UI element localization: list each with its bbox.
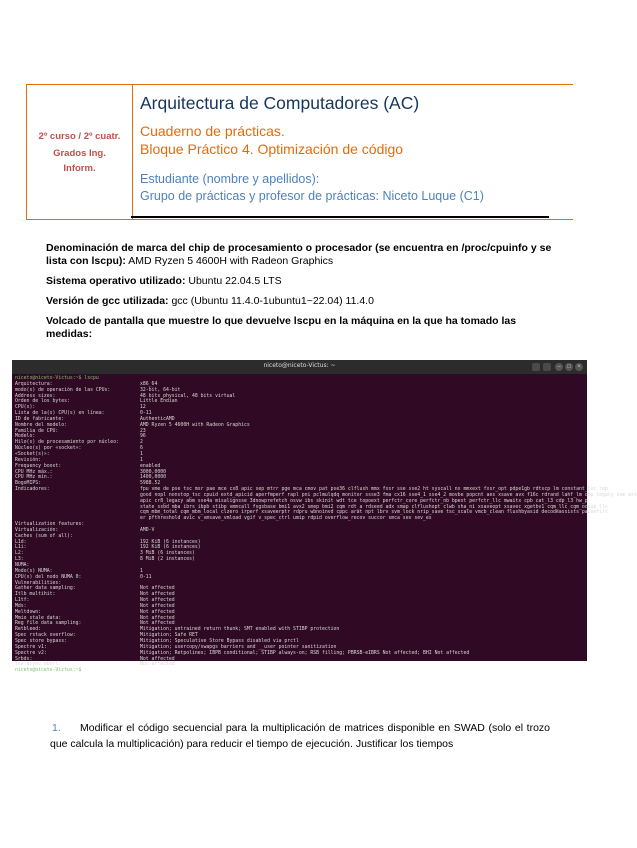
terminal-line-key: Tsx async abort: (15, 662, 62, 668)
terminal-line-key: niceto@niceto-Victus:~$ lscpu (15, 376, 99, 381)
terminal-line-key: Spec store bypass: (15, 638, 67, 644)
terminal-line-value: Not affected (140, 615, 175, 621)
header-table (26, 84, 573, 220)
chip-info (46, 242, 552, 268)
terminal-line-key: L1i: (15, 545, 27, 551)
terminal-line-value: x86_64 (140, 381, 158, 387)
terminal-line-value: 23 (140, 428, 146, 434)
terminal-line-key: Revisión: (15, 457, 41, 463)
terminal-line-key: CPU(s) del nodo NUMA 0: (15, 574, 82, 580)
terminal-line-key: Nombre del modelo: (15, 422, 67, 428)
chip-label: Denominación de marca del chip de procesamiento o procesador (se encuentra en /proc/cpuinfo y se lista con lscpu): (46, 242, 552, 267)
terminal-line-key: Srbds: (15, 656, 33, 662)
terminal-line-value: Mitigation; Safe RET (140, 633, 198, 639)
terminal-line-key: modo(s) de operación de las CPUs: (15, 387, 111, 393)
dump-label: Volcado de pantalla que muestre lo que devuelve lscpu en la máquina en la que ha tomado las medidas: (46, 315, 517, 340)
terminal-line-value: Mitigation; usercopy/swapgs barriers and __user pointer sanitization (140, 644, 337, 650)
terminal-line-value: 48 bits physical, 48 bits virtual (140, 393, 236, 399)
terminal-line-key: Modelo: (15, 434, 36, 440)
terminal-line-key: CPU MHz mín.: (15, 475, 53, 481)
course-cell (27, 85, 133, 219)
terminal-line-value: 0-11 (140, 411, 152, 417)
terminal-line-value: Little Endian (140, 399, 178, 405)
terminal-line-value: AMD Ryzen 5 4600H with Radeon Graphics (140, 422, 250, 428)
header-divider (131, 216, 549, 218)
terminal-line-key: Vulnerabilities: (15, 580, 62, 586)
terminal-line-key: Hilo(s) de procesamiento por núcleo: (15, 440, 119, 446)
terminal-line-key: Lista de la(s) CPU(s) en línea: (15, 411, 105, 417)
terminal-line-key: NUMA: (15, 563, 30, 568)
terminal-line-key: Spectre v2: (15, 650, 47, 656)
terminal-line-value: 1 (140, 457, 143, 463)
terminal-line-value: AuthenticAMD (140, 416, 175, 422)
terminal-line-value: state ssbd mba ibrs ibpb stibp vmmcall fsgsbase bmi1 avx2 smep bmi2 cqm rdt_a rdseed adx smap clflushopt clwb sha_ni xsaveopt xsavec xgetbv1 cqm_llc cqm_occup_llc (140, 504, 608, 510)
terminal-line-key: L2: (15, 551, 24, 557)
terminal-line-key: L1tf: (15, 598, 30, 604)
chip-value: AMD Ryzen 5 4600H with Radeon Graphics (128, 255, 334, 267)
terminal-line-value: Not affected (140, 609, 175, 615)
os-value: Ubuntu 22.04.5 LTS (188, 275, 282, 287)
terminal-line-value: 12 (140, 405, 146, 411)
group-label: Grupo de prácticas y profesor de prácticas: Niceto Luque (C1) (140, 189, 484, 203)
terminal-line-key: Gather data sampling: (15, 586, 76, 592)
minimize-icon[interactable]: – (555, 363, 563, 371)
terminal-line-value: Not affected (140, 598, 175, 604)
terminal-line-value: Mitigation; untrained return thunk; SMT enabled with STIBP protection (140, 627, 340, 633)
terminal-line-value: 192 KiB (6 instances) (140, 545, 201, 551)
terminal-line-key: CPU MHz máx.: (15, 469, 53, 475)
terminal-line-key: L1d: (15, 539, 27, 545)
terminal-line-value: fpu vme de pse tsc msr pae mce cx8 apic sep mtrr pge mca cmov pat pse36 clflush mmx fxsr sse sse2 ht syscall nx mmxext fxsr_opt pdpe1gb rdtscp lm constant_tsc rep_ (140, 487, 611, 493)
terminal-line-value: Mitigation; Retpolines; IBPB conditional; STIBP always-on; RSB filling; PBRSB-eIBRS Not affected; BHI Not affected (140, 650, 470, 656)
terminal-line-key: Familia de CPU: (15, 428, 59, 434)
terminal-line (15, 668, 585, 674)
subtitle-notebook: Cuaderno de prácticas. (140, 123, 285, 139)
maximize-icon[interactable]: □ (565, 363, 573, 371)
terminal-line-key: Address sizes: (15, 393, 56, 399)
os-label: Sistema operativo utilizado: (46, 275, 186, 287)
terminal-line-value: AMD-V (140, 527, 155, 533)
terminal-line-key: Itlb multihit: (15, 592, 56, 598)
question-number: 1. (52, 722, 61, 734)
page-title: Arquitectura de Computadores (AC) (140, 93, 420, 113)
terminal-line-key: BogoMIPS: (15, 481, 41, 487)
terminal-line-value: 8 MiB (2 instances) (140, 557, 195, 563)
terminal-line-key: L3: (15, 557, 24, 563)
terminal-line-key: Orden de los bytes: (15, 399, 70, 405)
terminal-line-key: Indicadores: (15, 487, 50, 493)
course-label: 2º curso / 2º cuatr. (38, 130, 121, 142)
gcc-label: Versión de gcc utilizada: (46, 295, 169, 307)
menu-icon[interactable] (543, 363, 551, 371)
new-tab-icon[interactable] (532, 363, 540, 371)
terminal-line-key: Reg file data sampling: (15, 621, 82, 627)
terminal-line-key: Núcleo(s) por «socket»: (15, 446, 82, 452)
terminal-line-value: apic cr8_legacy abm sse4a misalignsse 3dnowprefetch osvw ibs skinit wdt tce topoext perfctr_core perfctr_nb bpext perfctr_llc mwaitx cpb cat_l3 cdp_l3 hw_p (140, 498, 588, 504)
terminal-line-value: good nopl nonstop_tsc cpuid extd_apicid aperfmperf rapl pni pclmulqdq monitor ssse3 fma cx16 sse4_1 sse4_2 movbe popcnt aes xsave avx f16c rdrand lahf_lm cmp_legacy svm ext (140, 492, 637, 498)
close-icon[interactable]: × (575, 363, 583, 371)
terminal-line-value: 5988.52 (140, 481, 161, 487)
terminal-line-value: er pfthreshold avic v_vmsave_vmload vgif v_spec_ctrl umip rdpid overflow_recov succor smca sev sev_es (140, 516, 432, 522)
terminal-line-value: Not affected (140, 621, 175, 627)
terminal-line-key: Virtualization features: (15, 522, 85, 528)
terminal-line-value: 1 (140, 451, 143, 457)
terminal-line-value: Not affected (140, 592, 175, 598)
terminal-line-key: Spectre v1: (15, 644, 47, 650)
terminal-line-key: niceto@niceto-Victus:~$ (15, 668, 82, 674)
terminal-line-key: Retbleed: (15, 627, 41, 633)
terminal-line-value: Not affected (140, 586, 175, 592)
terminal-line-value: Not affected (140, 603, 175, 609)
terminal-output (15, 376, 637, 674)
terminal-line-value: 1 (140, 568, 143, 574)
terminal-line-key: ID de fabricante: (15, 416, 65, 422)
terminal-line-value: Not affected (140, 656, 175, 662)
terminal-screenshot (12, 360, 637, 674)
question-1 (50, 720, 550, 752)
terminal-line-key: Modo(s) NUMA: (15, 568, 53, 574)
terminal-line-value: 0-11 (140, 574, 152, 580)
terminal-line-value: 3 MiB (6 instances) (140, 551, 195, 557)
terminal-line-value: enabled (140, 463, 161, 469)
gcc-value: gcc (Ubuntu 11.4.0-1ubuntu1~22.04) 11.4.0 (171, 295, 374, 307)
question-text: Modificar el código secuencial para la multiplicación de matrices disponible en SWAD (solo el trozo que calcula la multiplicación) para reducir el tiempo de ejecución. Justificar los tiempos (50, 722, 550, 750)
terminal-line-key: «Socket(s)»: (15, 451, 50, 457)
terminal-line-key: Arquitectura: (15, 381, 53, 387)
terminal-line-value: 32-bit, 64-bit (140, 387, 181, 393)
terminal-titlebar (12, 360, 587, 374)
terminal-line-value: cqm_mbm_total cqm_mbm_local clzero irperf xsaveerptr rdpru wbnoinvd cppc arat npt lbrv svm_lock nrip_save tsc_scale vmcb_clean flushbyasid decodeassists pausefilt (140, 510, 608, 516)
terminal-line-key: Frequency boost: (15, 463, 62, 469)
terminal-line-value: 2 (140, 440, 143, 446)
terminal-line-value: Mitigation; Speculative Store Bypass disabled via prctl (140, 638, 299, 644)
terminal-line-key: Virtualización: (15, 527, 59, 533)
terminal-line-key: Meltdown: (15, 609, 41, 615)
dump-info (46, 315, 552, 341)
terminal-line-value: 192 KiB (6 instances) (140, 539, 201, 545)
os-info (46, 275, 552, 288)
terminal-line-value: 6 (140, 446, 143, 452)
terminal-line-key: Spec rstack overflow: (15, 633, 76, 639)
degree-label: Grados Ing. Inform. (53, 147, 106, 174)
terminal-line-value: 1400,0000 (140, 475, 166, 481)
terminal-line-key: Mds: (15, 603, 27, 609)
gcc-info (46, 295, 552, 308)
terminal-line-value: 3000,0000 (140, 469, 166, 475)
terminal-title: niceto@niceto-Victus: ~ (263, 362, 336, 369)
terminal-line-value: 96 (140, 434, 146, 440)
subtitle-block: Bloque Práctico 4. Optimización de código (140, 141, 404, 157)
terminal-line-key: Caches (sum of all): (15, 533, 73, 539)
student-label: Estudiante (nombre y apellidos): (140, 172, 320, 186)
terminal-line-key: CPU(s): (15, 405, 36, 411)
terminal-line-key: Mmio stale data: (15, 615, 62, 621)
terminal-line-value: Not affected (140, 662, 175, 668)
